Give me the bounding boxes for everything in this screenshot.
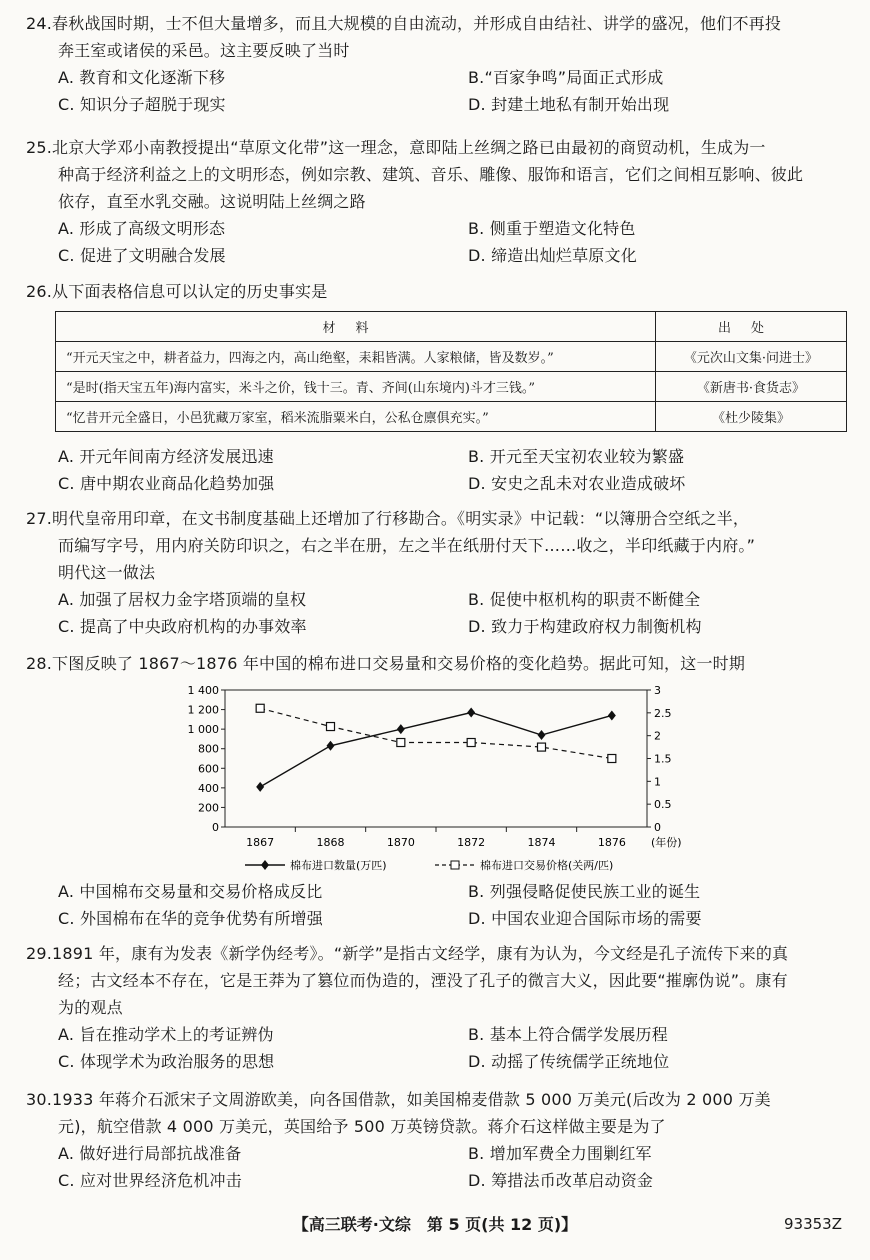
option-b[interactable]: B. 侧重于塑造文化特色 xyxy=(468,219,636,238)
table-cell-material: “忆昔开元全盛日，小邑犹藏万家室，稻米流脂粟米白，公私仓廪俱充实。” xyxy=(56,402,656,432)
left-axis-tick-label: 1 200 xyxy=(187,703,219,717)
option-a[interactable]: A. 加强了居权力金字塔顶端的皇权 xyxy=(58,590,307,609)
quantity-point xyxy=(608,710,616,720)
question-stem: 27.明代皇帝用印章，在文书制度基础上还增加了行移勘合。《明实录》中记载：“以簿册合空纸之半， xyxy=(26,509,750,528)
right-axis-tick-label: 2 xyxy=(654,729,661,743)
option-c[interactable]: C. 外国棉布在华的竞争优势有所增强 xyxy=(58,909,323,928)
option-a[interactable]: A. 做好进行局部抗战准备 xyxy=(58,1144,242,1163)
table-cell-source: 《新唐书·食货志》 xyxy=(656,372,847,402)
legend-marker-price xyxy=(451,861,459,869)
chart-legend xyxy=(245,858,613,872)
option-c[interactable]: C. 知识分子超脱于现实 xyxy=(58,95,226,114)
table-cell-material: “是时(指天宝五年)海内富实，米斗之价，钱十三。青、齐间(山东境内)斗才三钱。” xyxy=(56,372,656,402)
options xyxy=(58,586,856,640)
option-b[interactable]: B. 促使中枢机构的职责不断健全 xyxy=(468,590,701,609)
cotton-import-chart xyxy=(180,680,700,878)
option-b[interactable]: B. 开元至天宝初农业较为繁盛 xyxy=(468,447,685,466)
question-24 xyxy=(26,10,856,118)
x-tick-label: 1876 xyxy=(597,836,626,849)
options xyxy=(58,1021,856,1075)
legend-marker-quantity xyxy=(261,860,269,870)
quantity-point xyxy=(256,782,264,792)
right-axis-tick-label: 1 xyxy=(654,775,661,789)
option-a[interactable]: A. 教育和文化逐渐下移 xyxy=(58,68,226,87)
quantity-point xyxy=(467,708,475,718)
chart-series xyxy=(256,704,616,792)
question-29 xyxy=(26,940,856,1075)
question-stem: 奔王室或诸侯的采邑。这主要反映了当时 xyxy=(58,41,350,60)
x-tick-label: 1867 xyxy=(246,836,275,849)
options xyxy=(58,443,856,497)
option-b[interactable]: B. 增加军费全力围剿红军 xyxy=(468,1144,652,1163)
left-axis-tick-label: 200 xyxy=(198,801,219,815)
x-tick-label: 1868 xyxy=(316,836,345,849)
option-b[interactable]: B.“百家争鸣”局面正式形成 xyxy=(468,68,664,87)
question-27 xyxy=(26,505,856,640)
right-axis-tick-label: 2.5 xyxy=(654,706,672,720)
price-point xyxy=(467,739,475,747)
question-stem: 为的观点 xyxy=(58,998,123,1017)
option-c[interactable]: C. 促进了文明融合发展 xyxy=(58,246,226,265)
table-row xyxy=(56,402,847,432)
price-point xyxy=(256,704,264,712)
option-c[interactable]: C. 体现学术为政治服务的思想 xyxy=(58,1052,275,1071)
option-b[interactable]: B. 列强侵略促使民族工业的诞生 xyxy=(468,882,701,901)
left-axis-tick-label: 1 000 xyxy=(187,723,219,737)
option-a[interactable]: A. 中国棉布交易量和交易价格成反比 xyxy=(58,882,323,901)
x-tick-label: 1874 xyxy=(527,836,556,849)
table-row xyxy=(56,372,847,402)
option-d[interactable]: D. 致力于构建政府权力制衡机构 xyxy=(468,617,702,636)
table-header-source: 出处 xyxy=(656,312,847,342)
price-point xyxy=(327,723,335,731)
quantity-point xyxy=(327,741,335,751)
paper-code: 93353Z xyxy=(784,1215,842,1233)
option-c[interactable]: C. 提高了中央政府机构的办事效率 xyxy=(58,617,307,636)
option-b[interactable]: B. 基本上符合儒学发展历程 xyxy=(468,1025,668,1044)
price-point xyxy=(608,755,616,763)
table-row xyxy=(56,342,847,372)
chart-plot-area xyxy=(221,690,651,832)
question-stem: 而编写字号，用内府关防印识之，右之半在册，左之半在纸册付天下……收之，半印纸藏于内府。” xyxy=(58,536,756,555)
left-axis-tick-label: 400 xyxy=(198,781,219,795)
left-axis-tick-label: 1 400 xyxy=(187,684,219,697)
x-axis-unit: (年份) xyxy=(651,836,682,849)
option-d[interactable]: D. 安史之乱未对农业造成破坏 xyxy=(468,474,686,493)
x-tick-label: 1872 xyxy=(457,836,486,849)
question-stem: 25.北京大学邓小南教授提出“草原文化带”这一理念，意即陆上丝绸之路已由最初的商贸动机，生成为一 xyxy=(26,138,766,157)
price-point xyxy=(538,743,546,751)
question-stem: 30.1933 年蒋介石派宋子文周游欧美，向各国借款，如美国棉麦借款 5 000 万美元(后改为 2 000 万美 xyxy=(26,1090,771,1109)
right-axis-tick-label: 0 xyxy=(654,821,661,834)
left-axis-tick-label: 600 xyxy=(198,762,219,776)
chart-frame xyxy=(225,690,647,827)
right-axis-tick-label: 1.5 xyxy=(654,752,672,766)
legend-label-quantity: 棉布进口数量(万匹) xyxy=(290,859,387,872)
question-28-options xyxy=(26,878,856,932)
question-stem: 29.1891 年，康有为发表《新学伪经考》。“新学”是指古文经学，康有为认为，今文经是孔子流传下来的真 xyxy=(26,944,789,963)
option-d[interactable]: D. 中国农业迎合国际市场的需要 xyxy=(468,909,702,928)
right-axis-tick-label: 3 xyxy=(654,684,661,697)
question-stem: 26.从下面表格信息可以认定的历史事实是 xyxy=(26,282,328,301)
page-footer: 【高三联考·文综 第 5 页(共 12 页)】 xyxy=(292,1215,578,1234)
table-cell-material: “开元天宝之中，耕者益力，四海之内，高山绝壑，耒耜皆满。人家粮储，皆及数岁。” xyxy=(56,342,656,372)
question-stem: 种高于经济利益之上的文明形态，例如宗教、建筑、音乐、雕像、服饰和语言，它们之间相互影响、彼此 xyxy=(58,165,804,184)
question-25 xyxy=(26,134,856,269)
right-axis-tick-label: 0.5 xyxy=(654,798,672,812)
series-line-price xyxy=(260,708,612,758)
legend-label-price: 棉布进口交易价格(关两/匹) xyxy=(480,859,614,872)
options xyxy=(58,215,856,269)
quantity-point xyxy=(538,730,546,740)
question-stem: 明代这一做法 xyxy=(58,563,156,582)
option-c[interactable]: C. 应对世界经济危机冲击 xyxy=(58,1171,242,1190)
series-line-quantity xyxy=(260,713,612,787)
left-axis-tick-label: 0 xyxy=(212,821,219,834)
option-a[interactable]: A. 形成了高级文明形态 xyxy=(58,219,226,238)
options xyxy=(58,878,856,932)
question-stem: 元)，航空借款 4 000 万美元，英国给予 500 万英镑贷款。蒋介石这样做主要是为了 xyxy=(58,1117,666,1136)
source-table xyxy=(55,311,847,432)
x-tick-label: 1870 xyxy=(386,836,415,849)
question-stem: 28.下图反映了 1867～1876 年中国的棉布进口交易量和交易价格的变化趋势。据此可知，这一时期 xyxy=(26,654,746,673)
question-stem: 经；古文经本不存在，它是王莽为了篡位而伪造的，湮没了孔子的微言大义，因此要“摧廓伪说”。康有 xyxy=(58,971,788,990)
table-header-material: 材料 xyxy=(56,312,656,342)
option-a[interactable]: A. 开元年间南方经济发展迅速 xyxy=(58,447,274,466)
option-c[interactable]: C. 唐中期农业商品化趋势加强 xyxy=(58,474,275,493)
price-point xyxy=(397,739,405,747)
option-d[interactable]: D. 筹措法币改革启动资金 xyxy=(468,1171,654,1190)
table-cell-source: 《元次山文集·问进士》 xyxy=(656,342,847,372)
option-d[interactable]: D. 缔造出灿烂草原文化 xyxy=(468,246,637,265)
option-d[interactable]: D. 动摇了传统儒学正统地位 xyxy=(468,1052,670,1071)
question-28 xyxy=(26,650,856,677)
question-stem: 依存，直至水乳交融。这说明陆上丝绸之路 xyxy=(58,192,366,211)
quantity-point xyxy=(397,724,405,734)
table-header-row xyxy=(56,312,847,342)
left-axis-tick-label: 800 xyxy=(198,742,219,756)
options xyxy=(58,64,856,118)
option-a[interactable]: A. 旨在推动学术上的考证辨伪 xyxy=(58,1025,274,1044)
question-30 xyxy=(26,1086,856,1194)
question-26 xyxy=(26,278,856,305)
question-stem: 24.春秋战国时期，士不但大量增多，而且大规模的自由流动，并形成自由结社、讲学的盛况，他们不再投 xyxy=(26,14,782,33)
options xyxy=(58,1140,856,1194)
table-cell-source: 《杜少陵集》 xyxy=(656,402,847,432)
option-d[interactable]: D. 封建土地私有制开始出现 xyxy=(468,95,670,114)
question-26-options xyxy=(26,443,856,497)
